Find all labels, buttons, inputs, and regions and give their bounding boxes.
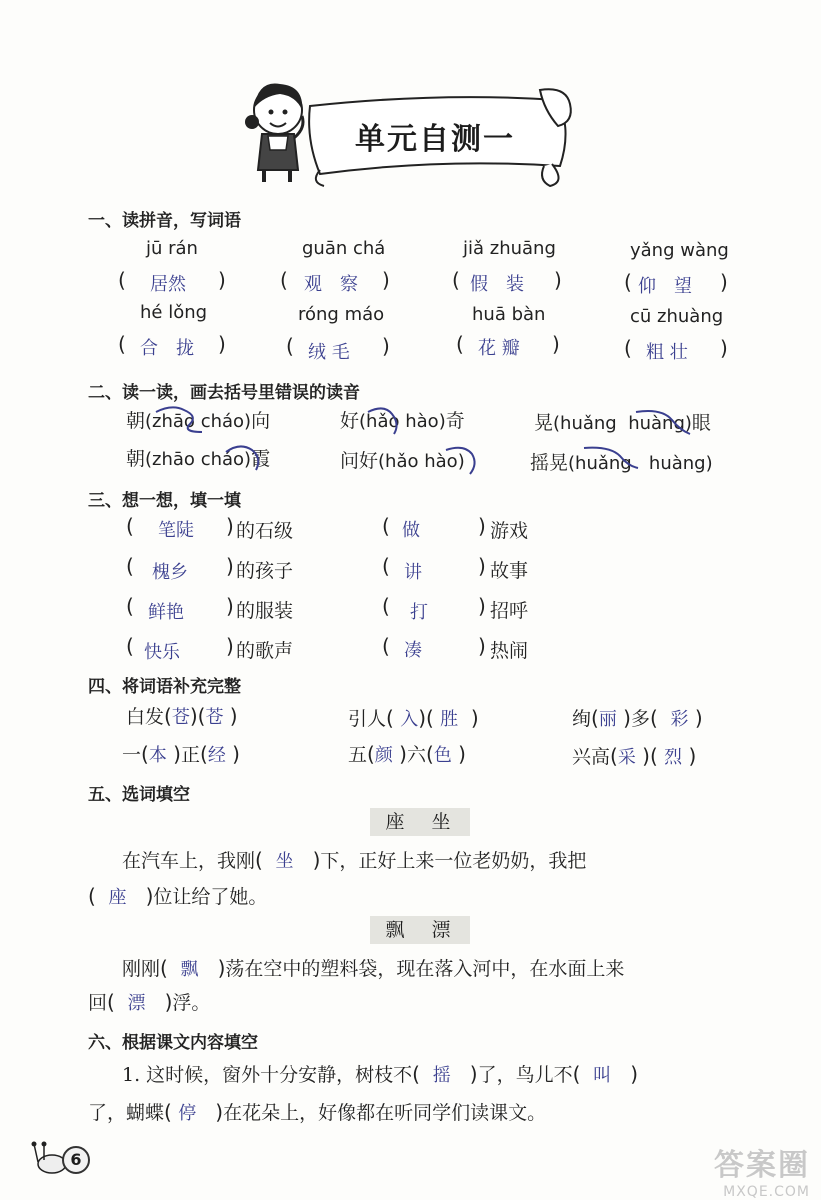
answer-1: 居然 xyxy=(150,274,186,295)
fill-sentence: 在汽车上，我刚( 坐 )下，正好上来一位老奶奶，我把 xyxy=(122,848,587,872)
idiom-item: 兴高(采 )( 烈 ) xyxy=(572,744,697,768)
title-banner xyxy=(240,70,580,190)
answer-8: 粗 壮 xyxy=(646,342,688,363)
page-title: 单元自测一 xyxy=(355,122,515,157)
answer-6: 绒 毛 xyxy=(308,342,350,363)
fill-answer: 槐乡 xyxy=(152,562,188,583)
section-3-heading: 三、想一想，填一填 xyxy=(88,491,241,511)
section-5-heading: 五、选词填空 xyxy=(88,785,190,805)
fill-sentence: 刚刚( 飘 )荡在空中的塑料袋，现在落入河中，在水面上来 xyxy=(122,956,625,980)
workbook-page: 单元自测一 一、读拼音，写词语 jū rán guān chá jiǎ zhuāng yǎng wàng ( 居然 ) ( 观 察 ) ( 假 装 ) ( 仰 望 ) hé lǒng róng máo huā bàn cū zhuàng ( 合 拢 ) ( 绒 毛 ) ( 花 瓣 ) ( 粗 壮 ) 二、读一读，画去括号里错误的读音 朝(zhāo cháo)向 好(hǎo hào)奇 晃(huǎng huàng)眼 朝(zhāo cháo)霞 问好(hǎo hào) 摇晃(huǎng huàng) 三、想一想，填一填 ( 笔陡 ) 的石级 ( 做 ) 游戏 ( 槐乡 ) 的孩子 ( 讲 ) 故事 ( 鲜艳 ) 的服装 ( 打 ) 招呼 ( 快乐 ) 的歌声 ( 凑 ) 热闹 四、将词语补充完整 白发(苍)(苍 ) 引人( 入)( 胜 ) 绚(丽 )多( 彩 ) 一(本 )正(经 ) 五(颜 )六(色 ) 兴高(采 )( 烈 ) 五、选词填空 座 坐 在汽车上，我刚( 坐 )下，正好上来一位老奶奶，我把 ( 座 )位让给了她。 飘 漂 刚刚( 飘 )荡在空中的塑料袋，现在落入河中，在水面上来 回( 漂 )浮。 六、根据课文内容填空 1. 这时候，窗外十分安静，树枝不( 摇 )了，鸟儿不( 叫 ) 了，蝴蝶( 停 )在花朵上，好像都在听同学们读课文。 6 答案圈 MXQE.COM xyxy=(0,0,821,1200)
pronunciation-item: 摇晃(huǎng huàng) xyxy=(530,452,713,474)
word-choice-box: 飘 漂 xyxy=(370,916,470,944)
strike-mark-icon xyxy=(442,442,488,476)
fill-answer: 快乐 xyxy=(144,642,180,663)
fill-answer: 讲 xyxy=(404,562,422,583)
pinyin-7: huā bàn xyxy=(472,304,546,325)
answer-4: 仰 望 xyxy=(638,276,692,297)
pinyin-6: róng máo xyxy=(298,304,385,325)
fill-sentence: 了，蝴蝶( 停 )在花朵上，好像都在听同学们读课文。 xyxy=(88,1100,547,1124)
section-4-heading: 四、将词语补充完整 xyxy=(88,677,241,697)
pinyin-8: cū zhuàng xyxy=(630,306,724,327)
pronunciation-item: 朝(zhāo cháo)霞 xyxy=(126,448,271,470)
pronunciation-item: 晃(huǎng huàng)眼 xyxy=(534,412,711,434)
idiom-item: 五(颜 )六(色 ) xyxy=(348,742,466,766)
pronunciation-item: 问好(hǎo hào) xyxy=(340,450,465,472)
word-choice-box: 座 坐 xyxy=(370,808,470,836)
answer-7: 花 瓣 xyxy=(478,338,520,359)
answer-2: 观 察 xyxy=(304,274,358,295)
section-1-heading: 一、读拼音，写词语 xyxy=(88,211,241,231)
fill-answer: 做 xyxy=(402,520,420,541)
strike-mark-icon xyxy=(220,440,270,474)
watermark-logo: 答案圈 MXQE.COM xyxy=(714,1148,810,1200)
fill-answer: 凑 xyxy=(404,640,422,661)
answer-3: 假 装 xyxy=(470,274,524,295)
pronunciation-item: 好(hǎo hào)奇 xyxy=(340,410,465,432)
pinyin-4: yǎng wàng xyxy=(630,240,729,261)
pinyin-1: jū rán xyxy=(146,238,198,259)
idiom-item: 白发(苍)(苍 ) xyxy=(126,704,238,728)
idiom-item: 绚(丽 )多( 彩 ) xyxy=(572,706,703,730)
idiom-item: 一(本 )正(经 ) xyxy=(122,742,240,766)
pinyin-2: guān chá xyxy=(302,238,386,259)
strike-mark-icon xyxy=(632,406,696,436)
pronunciation-item: 朝(zhāo cháo)向 xyxy=(126,410,271,432)
fill-sentence: 1. 这时候，窗外十分安静，树枝不( 摇 )了，鸟儿不( 叫 ) xyxy=(122,1062,638,1086)
fill-answer: 笔陡 xyxy=(158,520,194,541)
fill-answer: 鲜艳 xyxy=(148,602,184,623)
strike-mark-icon xyxy=(364,404,410,438)
section-2-heading: 二、读一读，画去括号里错误的读音 xyxy=(88,383,360,403)
section-6-heading: 六、根据课文内容填空 xyxy=(88,1033,258,1053)
pinyin-5: hé lǒng xyxy=(140,302,208,323)
pinyin-3: jiǎ zhuāng xyxy=(463,238,556,259)
strike-mark-icon xyxy=(580,442,644,472)
page-number: 6 xyxy=(62,1146,90,1174)
fill-answer: 打 xyxy=(410,602,428,623)
fill-sentence: 回( 漂 )浮。 xyxy=(88,990,211,1014)
strike-mark-icon xyxy=(150,402,210,436)
fill-sentence: ( 座 )位让给了她。 xyxy=(88,884,268,908)
answer-5: 合 拢 xyxy=(140,338,194,359)
idiom-item: 引人( 入)( 胜 ) xyxy=(348,706,479,730)
